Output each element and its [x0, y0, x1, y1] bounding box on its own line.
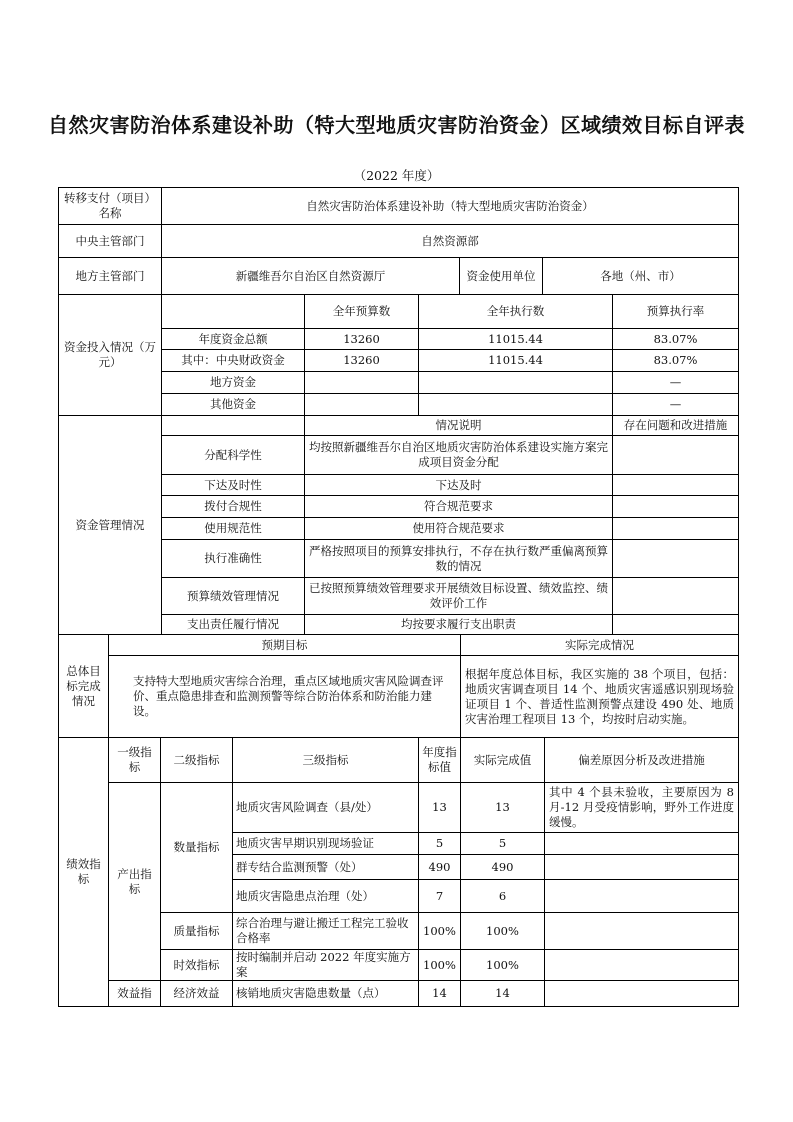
transfer-name-value: 自然灾害防治体系建设补助（特大型地质灾害防治资金） [162, 188, 739, 225]
indicators-col-level1: 一级指标 [109, 738, 161, 783]
overall-col-actual: 实际完成情况 [461, 635, 739, 656]
overall-section-label: 总体目标完成情况 [59, 635, 109, 738]
indicator-name: 群专结合监测预警（处） [233, 855, 419, 880]
management-row-label: 拨付合规性 [162, 496, 305, 518]
management-row-desc: 均按照新疆维吾尔自治区地质灾害防治体系建设实施方案完成项目资金分配 [305, 436, 613, 475]
management-row-desc: 符合规范要求 [305, 496, 613, 518]
indicator-name: 按时编制并启动 2022 年度实施方案 [233, 950, 419, 981]
management-row-issues [613, 496, 739, 518]
indicator-deviation [545, 880, 739, 913]
management-row-label: 支出责任履行情况 [162, 615, 305, 635]
indicator-actual: 100% [461, 913, 545, 950]
indicator-name: 综合治理与避让搬迁工程完工验收合格率 [233, 913, 419, 950]
overall-actual-text: 根据年度总体目标，我区实施的 38 个项目，包括：地质灾害调查项目 14 个、地质灾害遥感识别现场验证项目 1 个、普适性监测预警点建设 490 处、地质灾害治理工程项目 13 个，均按时启动实施。 [461, 656, 739, 738]
indicator-name: 地质灾害风险调查（县/处） [233, 783, 419, 833]
economic-benefit-label: 经济效益 [161, 981, 233, 1007]
quality-indicator-label: 质量指标 [161, 913, 233, 950]
funds-row-budget [305, 372, 419, 394]
indicator-target: 7 [419, 880, 461, 913]
self-evaluation-table [58, 187, 739, 1007]
indicator-deviation [545, 855, 739, 880]
indicators-col-actual: 实际完成值 [461, 738, 545, 783]
funds-row-rate: — [613, 372, 739, 394]
management-row-label: 预算绩效管理情况 [162, 578, 305, 615]
management-row-issues [613, 518, 739, 540]
management-row-label: 使用规范性 [162, 518, 305, 540]
management-row-label: 分配科学性 [162, 436, 305, 475]
management-row-issues [613, 615, 739, 635]
quantity-indicator-label: 数量指标 [161, 783, 233, 913]
indicators-col-level2: 二级指标 [161, 738, 233, 783]
management-header-blank [162, 416, 305, 436]
local-dept-label: 地方主管部门 [59, 258, 162, 295]
funds-col-rate: 预算执行率 [613, 295, 739, 329]
indicator-deviation [545, 981, 739, 1007]
indicator-name: 核销地质灾害隐患数量（点） [233, 981, 419, 1007]
management-row-issues [613, 578, 739, 615]
funds-row-budget: 13260 [305, 329, 419, 350]
management-row-desc: 使用符合规范要求 [305, 518, 613, 540]
central-dept-label: 中央主管部门 [59, 225, 162, 258]
local-dept-value: 新疆维吾尔自治区自然资源厅 [162, 258, 460, 295]
funds-row-label: 年度资金总额 [162, 329, 305, 350]
indicator-name: 地质灾害早期识别现场验证 [233, 833, 419, 855]
overall-expected-text: 支持特大型地质灾害综合治理，重点区域地质灾害风险调查评价、重点隐患排查和监测预警等综合防治体系和防治能力建设。 [109, 656, 461, 738]
indicator-deviation [545, 950, 739, 981]
funds-header-blank [162, 295, 305, 329]
page-title: 自然灾害防治体系建设补助（特大型地质灾害防治资金）区域绩效目标自评表 [48, 113, 745, 137]
management-row-issues [613, 475, 739, 496]
indicator-actual: 490 [461, 855, 545, 880]
management-row-desc: 均按要求履行支出职责 [305, 615, 613, 635]
funds-col-exec: 全年执行数 [419, 295, 613, 329]
report-year: （2022 年度） [353, 168, 440, 183]
indicator-actual: 5 [461, 833, 545, 855]
overall-col-expected: 预期目标 [109, 635, 461, 656]
indicators-col-target: 年度指标值 [419, 738, 461, 783]
indicator-name: 地质灾害隐患点治理（处） [233, 880, 419, 913]
management-col-issues: 存在问题和改进措施 [613, 416, 739, 436]
funds-row-rate: — [613, 394, 739, 416]
funds-row-budget [305, 394, 419, 416]
indicators-col-level3: 三级指标 [233, 738, 419, 783]
management-row-label: 下达及时性 [162, 475, 305, 496]
funds-row-label: 地方资金 [162, 372, 305, 394]
indicator-actual: 14 [461, 981, 545, 1007]
indicators-col-deviation: 偏差原因分析及改进措施 [545, 738, 739, 783]
indicator-target: 490 [419, 855, 461, 880]
indicators-section-label: 绩效指标 [59, 738, 109, 1007]
management-row-label: 执行准确性 [162, 540, 305, 578]
benefit-indicator-label: 效益指 [109, 981, 161, 1007]
management-row-desc: 已按照预算绩效管理要求开展绩效目标设置、绩效监控、绩效评价工作 [305, 578, 613, 615]
indicator-target: 100% [419, 950, 461, 981]
fund-unit-label: 资金使用单位 [460, 258, 543, 295]
timeliness-indicator-label: 时效指标 [161, 950, 233, 981]
funds-row-label: 其他资金 [162, 394, 305, 416]
indicator-target: 5 [419, 833, 461, 855]
management-row-desc: 下达及时 [305, 475, 613, 496]
fund-unit-value: 各地（州、市） [543, 258, 739, 295]
funds-row-budget: 13260 [305, 350, 419, 372]
output-indicator-label: 产出指标 [109, 783, 161, 981]
indicator-deviation: 其中 4 个县未验收，主要原因为 8 月-12 月受疫情影响，野外工作进度缓慢。 [545, 783, 739, 833]
funds-section-label: 资金投入情况（万元） [59, 295, 162, 416]
indicator-actual: 100% [461, 950, 545, 981]
indicator-deviation [545, 833, 739, 855]
indicator-actual: 6 [461, 880, 545, 913]
funds-row-rate: 83.07% [613, 350, 739, 372]
central-dept-value: 自然资源部 [162, 225, 739, 258]
management-col-desc: 情况说明 [305, 416, 613, 436]
funds-row-rate: 83.07% [613, 329, 739, 350]
funds-row-exec: 11015.44 [419, 350, 613, 372]
management-row-issues [613, 540, 739, 578]
indicator-target: 13 [419, 783, 461, 833]
funds-row-label: 其中：中央财政资金 [162, 350, 305, 372]
indicator-actual: 13 [461, 783, 545, 833]
funds-col-budget: 全年预算数 [305, 295, 419, 329]
transfer-name-label: 转移支付（项目）名称 [59, 188, 162, 225]
funds-row-exec [419, 372, 613, 394]
indicator-target: 100% [419, 913, 461, 950]
management-section-label: 资金管理情况 [59, 416, 162, 635]
indicator-deviation [545, 913, 739, 950]
management-row-desc: 严格按照项目的预算安排执行，不存在执行数严重偏离预算数的情况 [305, 540, 613, 578]
funds-row-exec [419, 394, 613, 416]
indicator-target: 14 [419, 981, 461, 1007]
funds-row-exec: 11015.44 [419, 329, 613, 350]
management-row-issues [613, 436, 739, 475]
